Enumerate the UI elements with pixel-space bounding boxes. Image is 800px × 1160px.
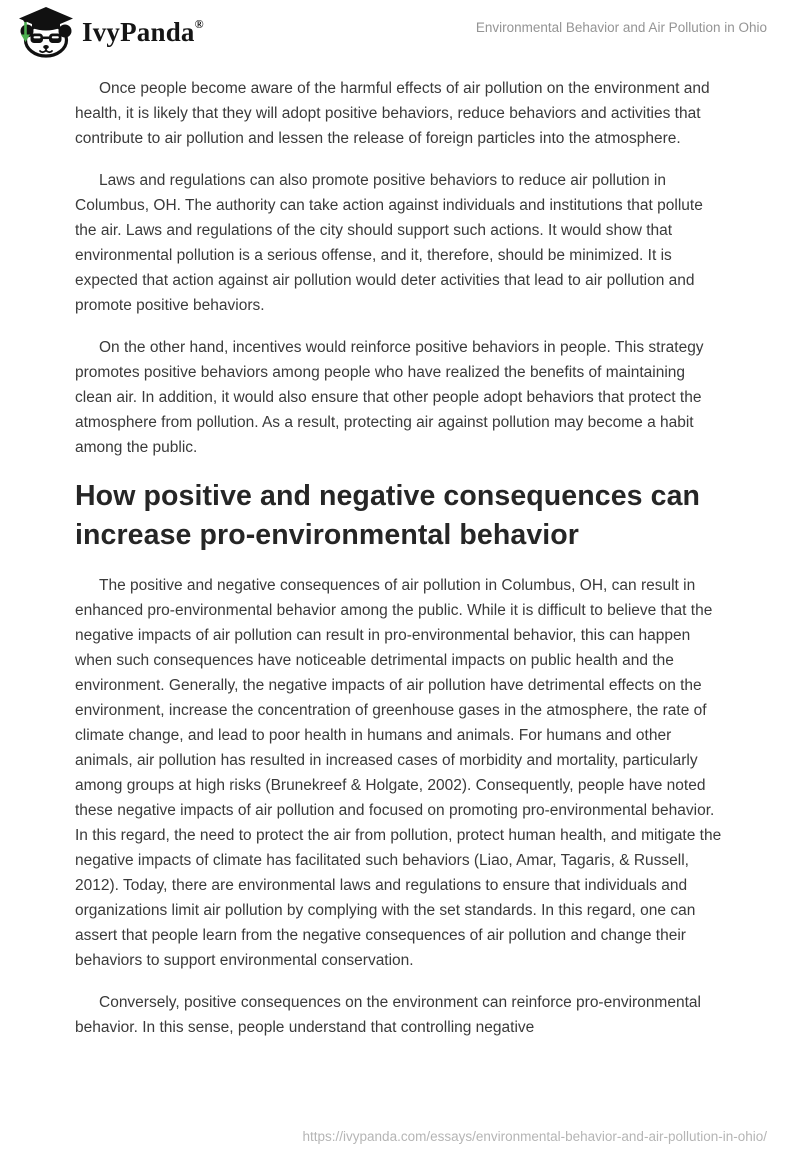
paragraph: Laws and regulations can also promote positive behaviors to reduce air pollution in Columbus, OH. The authority can take action against individuals and institutions that pollute the air. Laws and regulations of the city should support such actions. It would show that environmental pollution is a serious offense, and it, therefore, should be minimized. It is expected that action against air pollution would deter activities that lead to air pollution and promote positive behaviors. bbox=[75, 172, 703, 314]
paragraph: On the other hand, incentives would reinforce positive behaviors in people. This strategy promotes positive behaviors among people who have realized the benefits of maintaining clean air. In addition, it would also ensure that other people adopt behaviors that protect the atmosphere from pollution. As a result, protecting air against pollution may become a habit among the public. bbox=[75, 339, 704, 456]
paragraph: Once people become aware of the harmful effects of air pollution on the environment and health, it is likely that they will adopt positive behaviors, reduce behaviors and activities that contribute to air pollution and lessen the release of foreign particles into the atmosphere. bbox=[75, 80, 710, 147]
source-url: https://ivypanda.com/essays/environmental-behavior-and-air-pollution-in-ohio/ bbox=[302, 1129, 767, 1144]
section-heading: How positive and negative consequences can increase pro-environmental behavior bbox=[75, 480, 701, 551]
essay-body bbox=[75, 76, 725, 1057]
brand-name: IvyPanda® bbox=[82, 16, 204, 47]
registered-trademark: ® bbox=[194, 16, 204, 31]
document-title: Environmental Behavior and Air Pollution in Ohio bbox=[475, 20, 767, 35]
page-header bbox=[14, 6, 767, 60]
ivypanda-brand bbox=[14, 6, 204, 58]
paragraph: The positive and negative consequences of air pollution in Columbus, OH, can result in enhanced pro-environmental behavior among the public. While it is difficult to believe that the negative impacts of air pollution can result in pro-environmental behavior, this can happen when such consequences have noticeable detrimental impacts on public health and the environment. Generally, the negative impacts of air pollution have detrimental effects on the environment, increase the concentration of greenhouse gases in the atmosphere, the rate of climate change, and lead to poor health in humans and animals. For humans and other animals, air pollution has resulted in increased cases of morbidity and mortality, particularly among groups at high risks (Brunekreef & Holgate, 2002). Consequently, people have noted these negative impacts of air pollution and focused on promoting pro-environmental behavior. In this regard, the need to protect the air from pollution, protect human health, and mitigate the negative impacts of climate has facilitated such behaviors (Liao, Amar, Tagaris, & Russell, 2012). Today, there are environmental laws and regulations to ensure that individuals and organizations limit air pollution by complying with the set standards. In this regard, one can assert that people learn from the negative consequences of air pollution and change their behaviors to support environmental conservation. bbox=[75, 577, 722, 969]
paragraph: Conversely, positive consequences on the environment can reinforce pro-environmental behavior. In this sense, people understand that controlling negative bbox=[75, 994, 701, 1036]
panda-graduation-cap-icon bbox=[14, 6, 76, 58]
